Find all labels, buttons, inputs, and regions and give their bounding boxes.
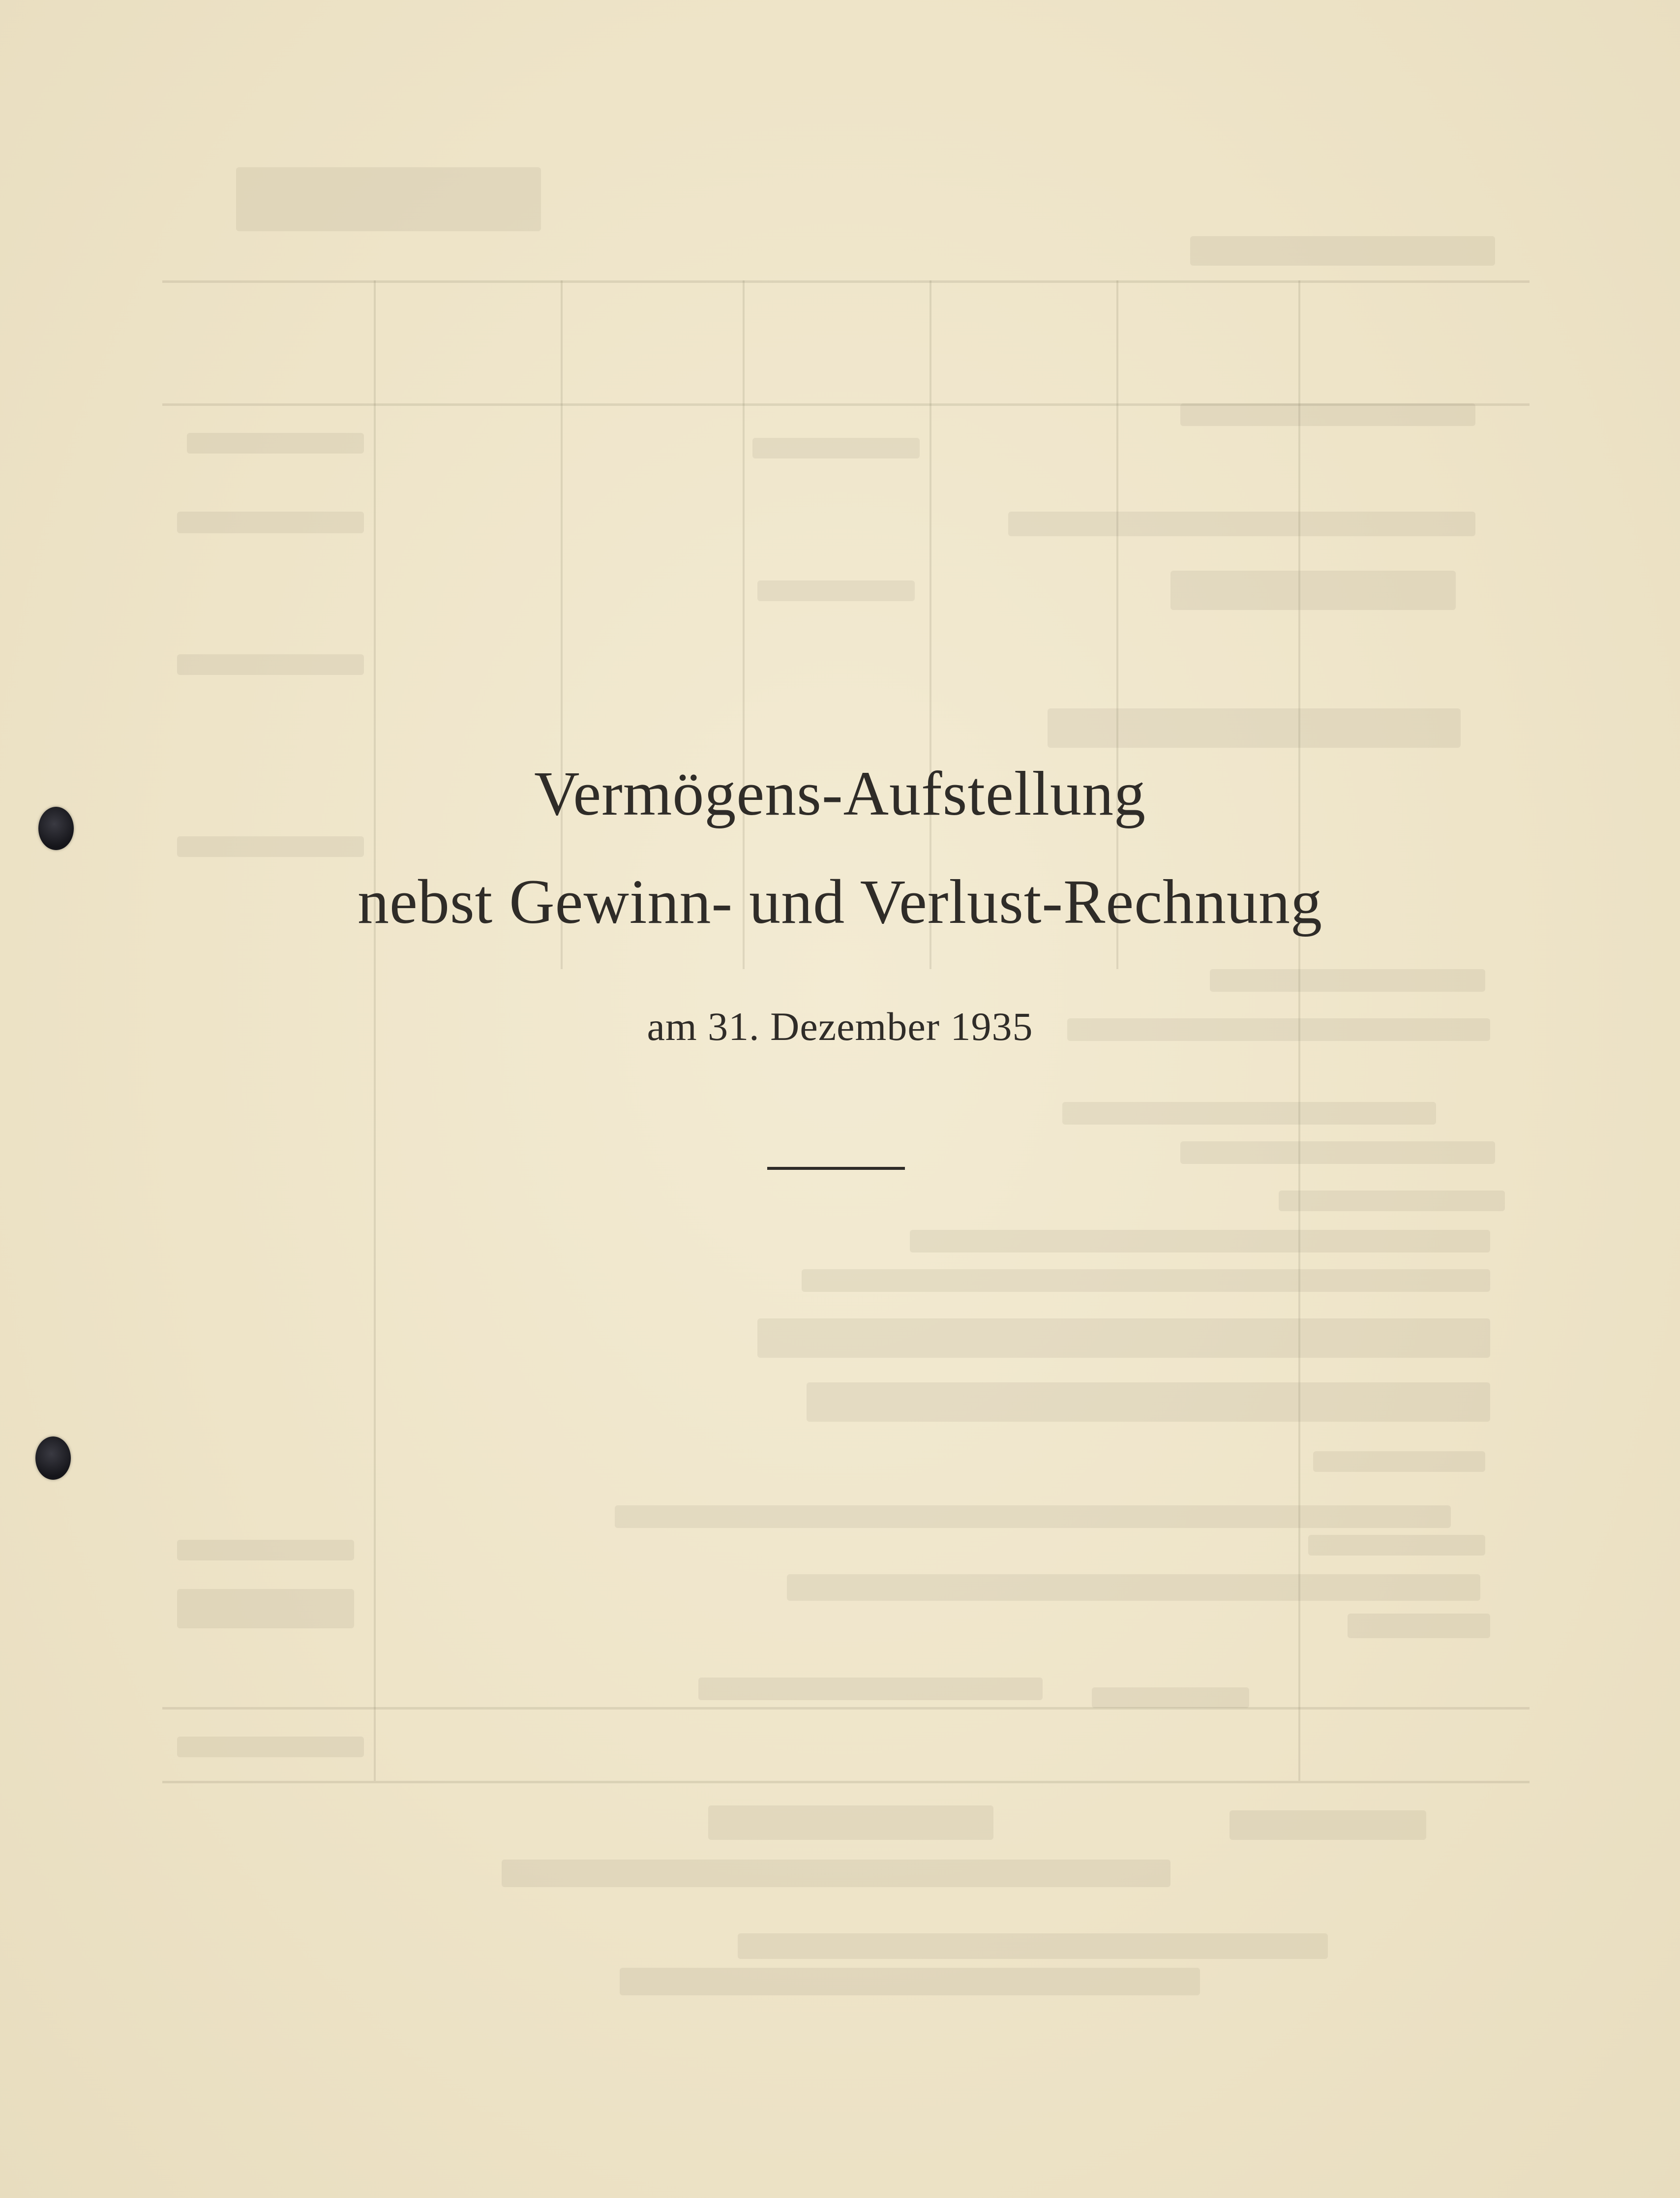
document-title-line-2: nebst Gewinn- und Verlust-Rechnung [358, 867, 1322, 937]
document-title-line-1: Vermögens-Aufstellung [534, 759, 1146, 828]
punch-hole-lower [35, 1436, 71, 1480]
title-divider-rule [767, 1167, 905, 1170]
document-date: am 31. Dezember 1935 [647, 1004, 1033, 1049]
